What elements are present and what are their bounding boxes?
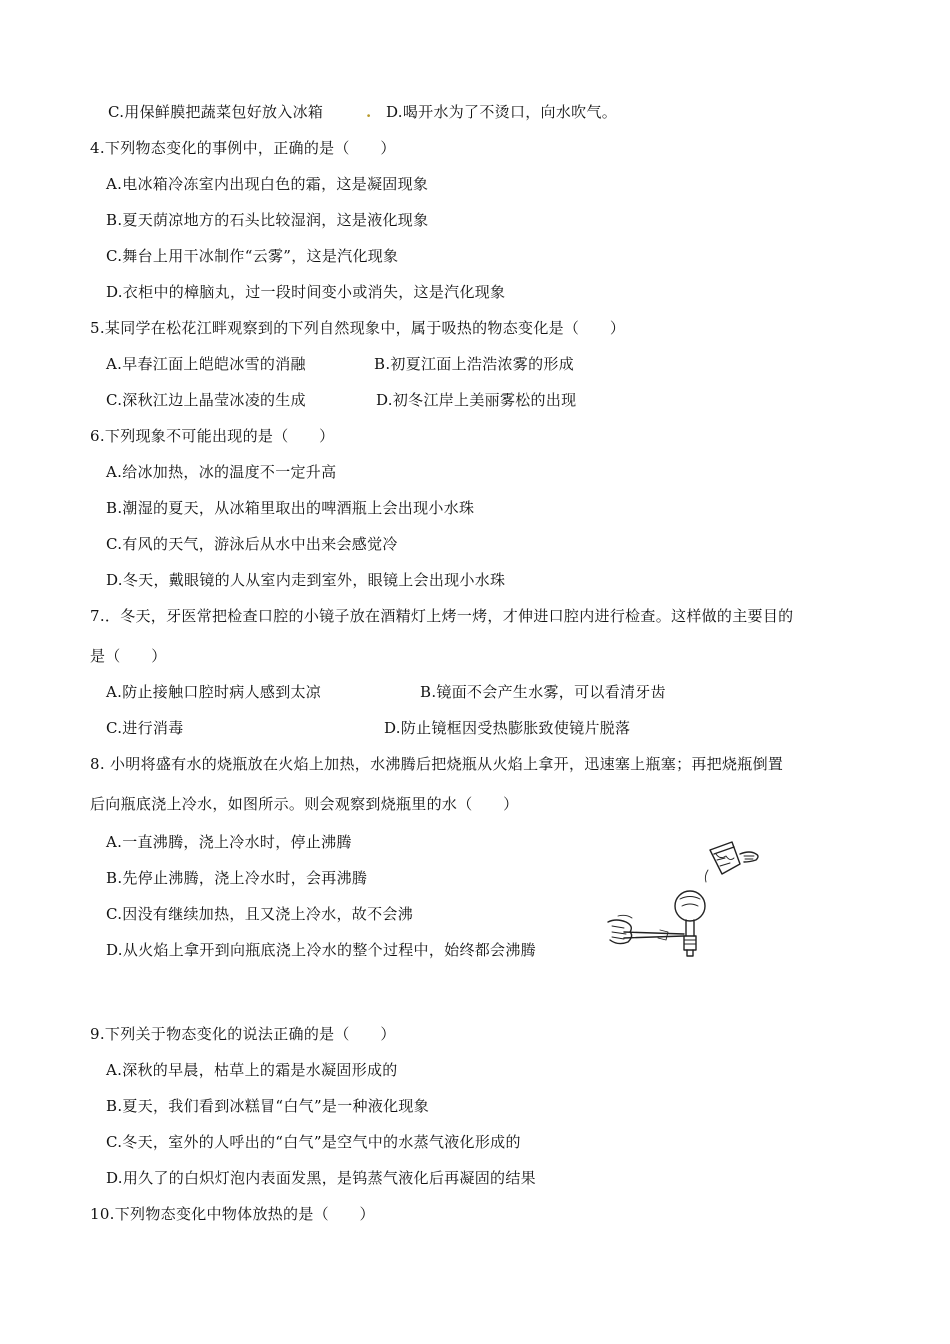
q6-stem: 6.下列现象不可能出现的是（ ） [90, 427, 335, 445]
q5-option-d: D.初冬江岸上美丽雾松的出现 [376, 391, 577, 409]
q7-option-d: D.防止镜框因受热膨胀致使镜片脱落 [384, 719, 631, 737]
flask-figure [604, 836, 774, 966]
q4-option-b: B.夏天荫凉地方的石头比较湿润，这是液化现象 [106, 211, 429, 229]
q4-option-a: A.电冰箱冷冻室内出现白色的霜，这是凝固现象 [106, 175, 429, 193]
q3-option-c: C.用保鲜膜把蔬菜包好放入冰箱 [108, 103, 324, 121]
q8-option-d: D.从火焰上拿开到向瓶底浇上冷水的整个过程中，始终都会沸腾 [106, 941, 536, 959]
q7-option-a: A.防止接触口腔时病人感到太凉 [106, 683, 322, 701]
q4-option-c: C.舞台上用干冰制作“云雾”，这是汽化现象 [106, 247, 399, 265]
q9-option-a: A.深秋的早晨，枯草上的霜是水凝固形成的 [106, 1061, 398, 1079]
q5-option-b: B.初夏江面上浩浩浓雾的形成 [374, 355, 574, 373]
q9-stem: 9.下列关于物态变化的说法正确的是（ ） [90, 1025, 396, 1043]
q8-option-c: C.因没有继续加热，且又浇上冷水，故不会沸 [106, 905, 414, 923]
q7-option-b: B.镜面不会产生水雾，可以看清牙齿 [420, 683, 666, 701]
q5-stem: 5.某同学在松花江畔观察到的下列自然现象中，属于吸热的物态变化是（ ） [90, 319, 626, 337]
q10-stem: 10.下列物态变化中物体放热的是（ ） [90, 1205, 375, 1223]
q7-stem-line2: 是（ ） [90, 647, 167, 665]
q5-option-c: C.深秋江边上晶莹冰凌的生成 [106, 391, 306, 409]
q9-option-d: D.用久了的白炽灯泡内表面发黑，是钨蒸气液化后再凝固的结果 [106, 1169, 536, 1187]
q6-option-b: B.潮湿的夏天，从冰箱里取出的啤酒瓶上会出现小水珠 [106, 499, 475, 517]
q6-option-d: D.冬天，戴眼镜的人从室内走到室外，眼镜上会出现小水珠 [106, 571, 506, 589]
q8-option-b: B.先停止沸腾，浇上冷水时，会再沸腾 [106, 869, 368, 887]
q5-option-a: A.早春江面上皑皑冰雪的消融 [106, 355, 306, 373]
q7-option-c: C.进行消毒 [106, 719, 184, 737]
q8-option-a: A.一直沸腾，浇上冷水时，停止沸腾 [106, 833, 352, 851]
q6-option-a: A.给冰加热，冰的温度不一定升高 [106, 463, 337, 481]
q7-stem-line1: 7.．冬天，牙医常把检查口腔的小镜子放在酒精灯上烤一烤，才伸进口腔内进行检查。这样做的主要目的 [90, 607, 794, 625]
q4-stem: 4.下列物态变化的事例中，正确的是（ ） [90, 139, 396, 157]
q3-option-d: D.喝开水为了不烫口，向水吹气。 [386, 103, 618, 121]
pouring-beaker [705, 842, 758, 882]
q8-stem-line2: 后向瓶底浇上冷水，如图所示。则会观察到烧瓶里的水（ ） [90, 795, 519, 813]
round-flask [675, 891, 705, 956]
q6-option-c: C.有风的天气，游泳后从水中出来会感觉冷 [106, 535, 398, 553]
q9-option-b: B.夏天，我们看到冰糕冒“白气”是一种液化现象 [106, 1097, 430, 1115]
q4-option-d: D.衣柜中的樟脑丸，过一段时间变小或消失，这是汽化现象 [106, 283, 506, 301]
stray-dot: . [366, 103, 372, 121]
q9-option-c: C.冬天，室外的人呼出的“白气”是空气中的水蒸气液化形成的 [106, 1133, 521, 1151]
tongs-and-hand [608, 915, 684, 943]
q8-stem-line1: 8. 小明将盛有水的烧瓶放在火焰上加热，水沸腾后把烧瓶从火焰上拿开，迅速塞上瓶塞；再把烧瓶倒置 [90, 755, 784, 773]
